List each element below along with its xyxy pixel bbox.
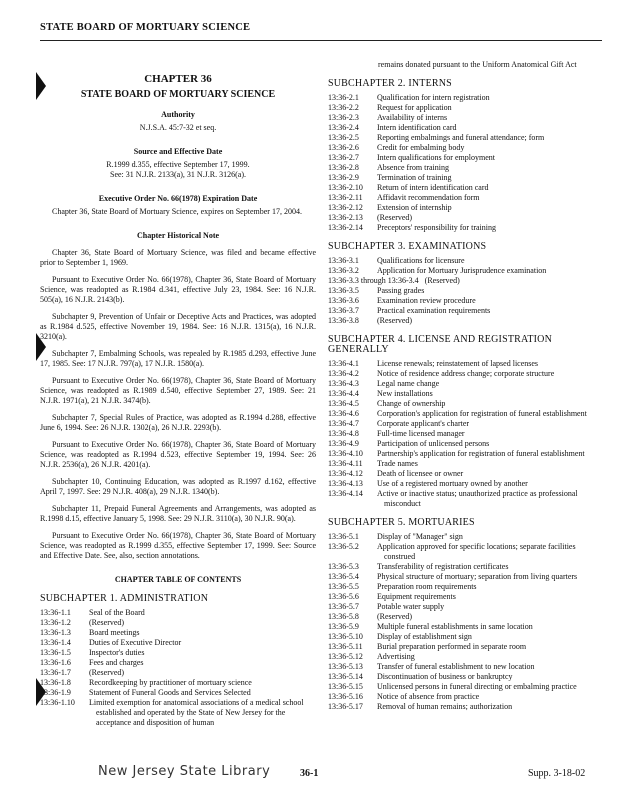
- toc-section-number: 13:36-3.3 through 13:36-3.4: [328, 276, 419, 285]
- toc-entry: [328, 286, 602, 296]
- header-rule: [40, 40, 602, 41]
- subchapter-4-list: [328, 359, 602, 509]
- toc-section-title: Discontinuation of business or bankruptcy: [377, 672, 513, 681]
- toc-section-number: 13:36-2.4: [328, 123, 359, 132]
- toc-section-number: 13:36-5.15: [328, 682, 363, 691]
- toc-entry: [328, 203, 602, 213]
- toc-entry: [328, 439, 602, 449]
- toc-entry: [328, 622, 602, 632]
- toc-entry: [328, 449, 602, 459]
- subchapter-5-list: [328, 532, 602, 712]
- toc-section-number: 13:36-3.7: [328, 306, 359, 315]
- toc-entry: [40, 678, 316, 688]
- toc-entry: [328, 93, 602, 103]
- source-label: Source and Effective Date: [133, 147, 223, 156]
- toc-section-number: 13:36-2.9: [328, 173, 359, 182]
- toc-section-number: 13:36-5.3: [328, 562, 359, 571]
- toc-entry: [328, 459, 602, 469]
- toc-entry: [328, 702, 602, 712]
- toc-section-title: Limited exemption for anatomical associations of a medical school established and operated by the State of New Jersey for the acceptance and disposition of human: [89, 698, 304, 727]
- toc-entry: [328, 572, 602, 582]
- toc-section-number: 13:36-5.2: [328, 542, 359, 551]
- toc-section-title: Removal of human remains; authorization: [377, 702, 513, 711]
- toc-section-number: 13:36-4.9: [328, 439, 359, 448]
- executive-order-label: Executive Order No. 66(1978) Expiration Date: [98, 194, 258, 203]
- toc-section-number: 13:36-4.8: [328, 429, 359, 438]
- toc-section-number: 13:36-2.11: [328, 193, 363, 202]
- toc-section-title: Multiple funeral establishments in same location: [377, 622, 533, 631]
- toc-section-number: 13:36-1.3: [40, 628, 71, 637]
- history-paragraph: Pursuant to Executive Order No. 66(1978), Chapter 36, State Board of Mortuary Science, was readopted as R.1989 d.540, effective September 27, 1989. See: 21 N.J.R. 1971(a), 21 N.J.R. 3474(b).: [40, 376, 316, 405]
- history-paragraph: Subchapter 9, Prevention of Unfair or Deceptive Acts and Practices, was adopted as R.1984 d.525, effective November 19, 1984. See: 16 N.J.R. 1315(a), 16 N.J.R. 3210(a).: [40, 312, 316, 341]
- toc-section-number: 13:36-5.14: [328, 672, 363, 681]
- subchapter-1-list: [40, 608, 316, 728]
- toc-section-number: 13:36-3.1: [328, 256, 359, 265]
- toc-section-title: Request for application: [377, 103, 452, 112]
- toc-entry: [40, 688, 316, 698]
- history-paragraph: Subchapter 11, Prepaid Funeral Agreements and Arrangements, was adopted as R.1998 d.15, effective January 5, 1998. See: 29 N.J.R. 3110(a), 30 N.J.R. 90(a).: [40, 504, 316, 523]
- source-line-1: R.1999 d.355, effective September 17, 1999.: [106, 160, 250, 169]
- toc-section-number: 13:36-5.10: [328, 632, 363, 641]
- history-paragraph: Pursuant to Executive Order No. 66(1978), Chapter 36, State Board of Mortuary Science, was readopted as R.1984 d.341, effective July 23, 1984. See: 16 N.J.R. 505(a), 16 N.J.R. 2143(b).: [40, 275, 316, 304]
- toc-section-number: 13:36-5.9: [328, 622, 359, 631]
- toc-section-title: Use of a registered mortuary owned by another: [377, 479, 528, 488]
- toc-entry: [328, 223, 602, 233]
- toc-section-number: 13:36-5.12: [328, 652, 363, 661]
- toc-entry: [40, 698, 316, 728]
- toc-section-title: (Reserved): [89, 668, 125, 677]
- toc-section-number: 13:36-2.2: [328, 103, 359, 112]
- toc-section-title: Unlicensed persons in funeral directing or embalming practice: [377, 682, 577, 691]
- toc-section-title: Termination of training: [377, 173, 452, 182]
- toc-section-title: Burial preparation performed in separate room: [377, 642, 527, 651]
- toc-entry: [328, 692, 602, 702]
- toc-section-title: Participation of unlicensed persons: [377, 439, 490, 448]
- toc-section-title: Application for Mortuary Jurisprudence examination: [377, 266, 547, 275]
- toc-section-title: Reporting embalmings and funeral attendance; form: [377, 133, 545, 142]
- toc-entry: [328, 532, 602, 542]
- toc-section-title: Recordkeeping by practitioner of mortuary science: [89, 678, 252, 687]
- history-paragraph: Pursuant to Executive Order No. 66(1978), Chapter 36, State Board of Mortuary Science, was readopted as R.1999 d.355, effective September 17, 1999. See: Source and Effective Date. See, also, section annotations.: [40, 531, 316, 560]
- left-column: [40, 60, 316, 728]
- subchapter-2-list: [328, 93, 602, 233]
- toc-entry: [328, 316, 602, 326]
- toc-entry: [328, 133, 602, 143]
- toc-entry: [328, 479, 602, 489]
- toc-section-title: (Reserved): [89, 618, 125, 627]
- toc-section-title: (Reserved): [377, 612, 413, 621]
- toc-entry: [328, 399, 602, 409]
- toc-section-number: 13:36-4.10: [328, 449, 363, 458]
- toc-section-number: 13:36-2.8: [328, 163, 359, 172]
- toc-section-number: 13:36-5.13: [328, 662, 363, 671]
- history-label: Chapter Historical Note: [136, 231, 220, 240]
- toc-section-number: 13:36-5.4: [328, 572, 359, 581]
- toc-entry: [328, 652, 602, 662]
- toc-section-number: 13:36-1.9: [40, 688, 71, 697]
- toc-section-title: Fees and charges: [89, 658, 144, 667]
- toc-entry: [40, 608, 316, 618]
- toc-entry: [328, 266, 602, 276]
- toc-section-title: Trade names: [377, 459, 418, 468]
- toc-section-title: Preparation room requirements: [377, 582, 477, 591]
- toc-entry: [328, 592, 602, 602]
- toc-section-number: 13:36-5.1: [328, 532, 359, 541]
- toc-section-title: Board meetings: [89, 628, 140, 637]
- toc-section-title: Duties of Executive Director: [89, 638, 182, 647]
- toc-section-title: Application approved for specific locations; separate facilities construed: [377, 542, 576, 561]
- toc-section-title: Notice of residence address change; corporate structure: [377, 369, 555, 378]
- toc-section-title: Active or inactive status; unauthorized practice as professional misconduct: [377, 489, 578, 508]
- toc-section-title: Affidavit recommendation form: [377, 193, 480, 202]
- toc-section-number: 13:36-4.3: [328, 379, 359, 388]
- history-paragraph: Subchapter 7, Embalming Schools, was repealed by R.1985 d.293, effective June 17, 1985. See: 17 N.J.R. 797(a), 17 N.J.R. 1580(a).: [40, 349, 316, 368]
- subchapter-3-list: [328, 256, 602, 326]
- toc-entry: [328, 359, 602, 369]
- toc-section-title: Display of establishment sign: [377, 632, 472, 641]
- toc-section-number: 13:36-2.6: [328, 143, 359, 152]
- toc-section-title: Absence from training: [377, 163, 449, 172]
- toc-section-title: Physical structure of mortuary; separation from living quarters: [377, 572, 578, 581]
- toc-section-number: 13:36-3.8: [328, 316, 359, 325]
- toc-section-number: 13:36-1.7: [40, 668, 71, 677]
- toc-entry: [328, 123, 602, 133]
- toc-entry: [40, 628, 316, 638]
- toc-section-title: Death of licensee or owner: [377, 469, 464, 478]
- toc-entry: [328, 256, 602, 266]
- toc-continuation: remains donated pursuant to the Uniform Anatomical Gift Act: [378, 60, 577, 69]
- toc-section-number: 13:36-4.5: [328, 399, 359, 408]
- toc-entry: [328, 602, 602, 612]
- toc-section-number: 13:36-5.7: [328, 602, 359, 611]
- toc-section-title: Legal name change: [377, 379, 440, 388]
- toc-entry: [328, 153, 602, 163]
- authority-label: Authority: [161, 110, 195, 119]
- toc-section-title: (Reserved): [424, 276, 460, 285]
- toc-entry: [328, 103, 602, 113]
- toc-entry: [328, 582, 602, 592]
- toc-entry: [40, 648, 316, 658]
- history-paragraph: Chapter 36, State Board of Mortuary Science, was filed and became effective prior to September 1, 1969.: [40, 248, 316, 267]
- toc-section-number: 13:36-5.6: [328, 592, 359, 601]
- toc-section-number: 13:36-3.5: [328, 286, 359, 295]
- toc-entry: [328, 163, 602, 173]
- running-head: STATE BOARD OF MORTUARY SCIENCE: [40, 22, 251, 33]
- subchapter-5-heading: SUBCHAPTER 5. MORTUARIES: [328, 517, 475, 528]
- toc-section-number: 13:36-2.5: [328, 133, 359, 142]
- toc-entry: [328, 193, 602, 203]
- history-paragraph: Subchapter 10, Continuing Education, was adopted as R.1997 d.162, effective April 7, 1997. See: 29 N.J.R. 408(a), 29 N.J.R. 1340(b).: [40, 477, 316, 496]
- toc-entry: [328, 369, 602, 379]
- toc-entry: [40, 638, 316, 648]
- toc-section-number: 13:36-4.11: [328, 459, 363, 468]
- toc-section-number: 13:36-4.1: [328, 359, 359, 368]
- toc-section-title: Examination review procedure: [377, 296, 476, 305]
- toc-section-number: 13:36-2.13: [328, 213, 363, 222]
- toc-entry: [328, 469, 602, 479]
- toc-section-title: Advertising: [377, 652, 415, 661]
- toc-section-number: 13:36-4.2: [328, 369, 359, 378]
- toc-entry: [328, 672, 602, 682]
- toc-entry: [328, 306, 602, 316]
- toc-section-title: Equipment requirements: [377, 592, 456, 601]
- toc-entry: [328, 389, 602, 399]
- toc-section-number: 13:36-5.5: [328, 582, 359, 591]
- history-notes: [40, 248, 316, 561]
- toc-entry: [328, 173, 602, 183]
- toc-section-title: Extension of internship: [377, 203, 452, 212]
- toc-section-number: 13:36-2.1: [328, 93, 359, 102]
- toc-section-number: 13:36-5.17: [328, 702, 363, 711]
- chapter-number: CHAPTER 36: [144, 73, 212, 85]
- toc-section-title: Qualification for intern registration: [377, 93, 490, 102]
- toc-section-title: Corporation's application for registration of funeral establishment: [377, 409, 587, 418]
- source-line-2: See: 31 N.J.R. 2133(a), 31 N.J.R. 3126(a).: [110, 170, 246, 179]
- toc-section-title: Change of ownership: [377, 399, 446, 408]
- toc-section-number: 13:36-1.5: [40, 648, 71, 657]
- toc-section-title: Seal of the Board: [89, 608, 145, 617]
- toc-section-title: Intern identification card: [377, 123, 457, 132]
- toc-section-title: Credit for embalming body: [377, 143, 465, 152]
- toc-section-number: 13:36-4.6: [328, 409, 359, 418]
- toc-entry: [328, 612, 602, 622]
- toc-section-title: Availability of interns: [377, 113, 448, 122]
- subchapter-2-heading: SUBCHAPTER 2. INTERNS: [328, 78, 452, 89]
- toc-entry: [328, 213, 602, 223]
- toc-entry: [328, 379, 602, 389]
- toc-section-number: 13:36-2.10: [328, 183, 363, 192]
- toc-section-number: 13:36-5.8: [328, 612, 359, 621]
- right-column: [328, 60, 602, 712]
- toc-entry: [328, 662, 602, 672]
- toc-section-title: Preceptors' responsibility for training: [377, 223, 496, 232]
- subchapter-3-heading: SUBCHAPTER 3. EXAMINATIONS: [328, 241, 487, 252]
- toc-section-title: New installations: [377, 389, 433, 398]
- toc-section-number: 13:36-2.7: [328, 153, 359, 162]
- toc-section-title: Transfer of funeral establishment to new location: [377, 662, 535, 671]
- subchapter-1-heading: SUBCHAPTER 1. ADMINISTRATION: [40, 593, 209, 604]
- page-number: 36-1: [300, 768, 319, 779]
- executive-order-text: Chapter 36, State Board of Mortuary Science, expires on September 17, 2004.: [52, 207, 302, 216]
- toc-section-title: Return of intern identification card: [377, 183, 489, 192]
- toc-section-number: 13:36-4.7: [328, 419, 359, 428]
- toc-section-number: 13:36-2.14: [328, 223, 363, 232]
- toc-section-title: (Reserved): [377, 316, 413, 325]
- toc-section-number: 13:36-1.1: [40, 608, 71, 617]
- toc-section-number: 13:36-1.8: [40, 678, 71, 687]
- toc-section-title: (Reserved): [377, 213, 413, 222]
- toc-entry: [40, 668, 316, 678]
- toc-section-title: Practical examination requirements: [377, 306, 491, 315]
- toc-section-number: 13:36-4.14: [328, 489, 363, 498]
- toc-entry: [328, 489, 602, 509]
- library-stamp: New Jersey State Library: [98, 764, 271, 779]
- toc-entry: [328, 542, 602, 562]
- toc-section-number: 13:36-3.6: [328, 296, 359, 305]
- toc-entry: [328, 296, 602, 306]
- toc-section-title: Statement of Funeral Goods and Services Selected: [89, 688, 251, 697]
- toc-section-title: Intern qualifications for employment: [377, 153, 495, 162]
- toc-entry: [328, 562, 602, 572]
- toc-section-title: License renewals; reinstatement of lapsed licenses: [377, 359, 539, 368]
- toc-section-number: 13:36-3.2: [328, 266, 359, 275]
- toc-entry: [328, 276, 602, 286]
- toc-section-title: Potable water supply: [377, 602, 445, 611]
- history-paragraph: Subchapter 7, Special Rules of Practice, was adopted as R.1994 d.288, effective June 6, 1994. See: 26 N.J.R. 1302(a), 26 N.J.R. 2293(b).: [40, 413, 316, 432]
- subchapter-4-heading: SUBCHAPTER 4. LICENSE AND REGISTRATION GENERALLY: [328, 334, 553, 355]
- toc-section-title: Notice of absence from practice: [377, 692, 480, 701]
- toc-section-number: 13:36-2.12: [328, 203, 363, 212]
- toc-entry: [328, 632, 602, 642]
- toc-label: CHAPTER TABLE OF CONTENTS: [114, 575, 242, 584]
- toc-section-number: 13:36-5.16: [328, 692, 363, 701]
- toc-entry: [40, 658, 316, 668]
- toc-section-number: 13:36-1.6: [40, 658, 71, 667]
- toc-section-number: 13:36-1.4: [40, 638, 71, 647]
- chapter-title: STATE BOARD OF MORTUARY SCIENCE: [80, 89, 276, 100]
- toc-section-number: 13:36-5.11: [328, 642, 363, 651]
- toc-section-number: 13:36-4.4: [328, 389, 359, 398]
- toc-section-title: Corporate applicant's charter: [377, 419, 470, 428]
- toc-section-number: 13:36-1.2: [40, 618, 71, 627]
- toc-entry: [328, 183, 602, 193]
- toc-section-number: 13:36-1.10: [40, 698, 75, 707]
- toc-section-number: 13:36-2.3: [328, 113, 359, 122]
- toc-section-title: Transferability of registration certificates: [377, 562, 509, 571]
- toc-section-title: Qualifications for licensure: [377, 256, 465, 265]
- toc-section-title: Full-time licensed manager: [377, 429, 465, 438]
- toc-section-title: Display of "Manager" sign: [377, 532, 463, 541]
- toc-entry: [40, 618, 316, 628]
- toc-section-title: Passing grades: [377, 286, 425, 295]
- toc-section-number: 13:36-4.13: [328, 479, 363, 488]
- toc-entry: [328, 409, 602, 419]
- toc-entry: [328, 642, 602, 652]
- toc-entry: [328, 429, 602, 439]
- toc-entry: [328, 419, 602, 429]
- toc-entry: [328, 113, 602, 123]
- toc-entry: [328, 143, 602, 153]
- authority-text: N.J.S.A. 45:7-32 et seq.: [139, 123, 217, 132]
- toc-section-title: Partnership's application for registration of funeral establishment: [377, 449, 585, 458]
- history-paragraph: Pursuant to Executive Order No. 66(1978), Chapter 36, State Board of Mortuary Science, was readopted as R.1994 d.523, effective September 19, 1994. See: 26 N.J.R. 2536(a), 26 N.J.R. 4201(a).: [40, 440, 316, 469]
- toc-section-number: 13:36-4.12: [328, 469, 363, 478]
- toc-entry: [328, 682, 602, 692]
- supplement-date: Supp. 3-18-02: [528, 768, 586, 779]
- toc-section-title: Inspector's duties: [89, 648, 145, 657]
